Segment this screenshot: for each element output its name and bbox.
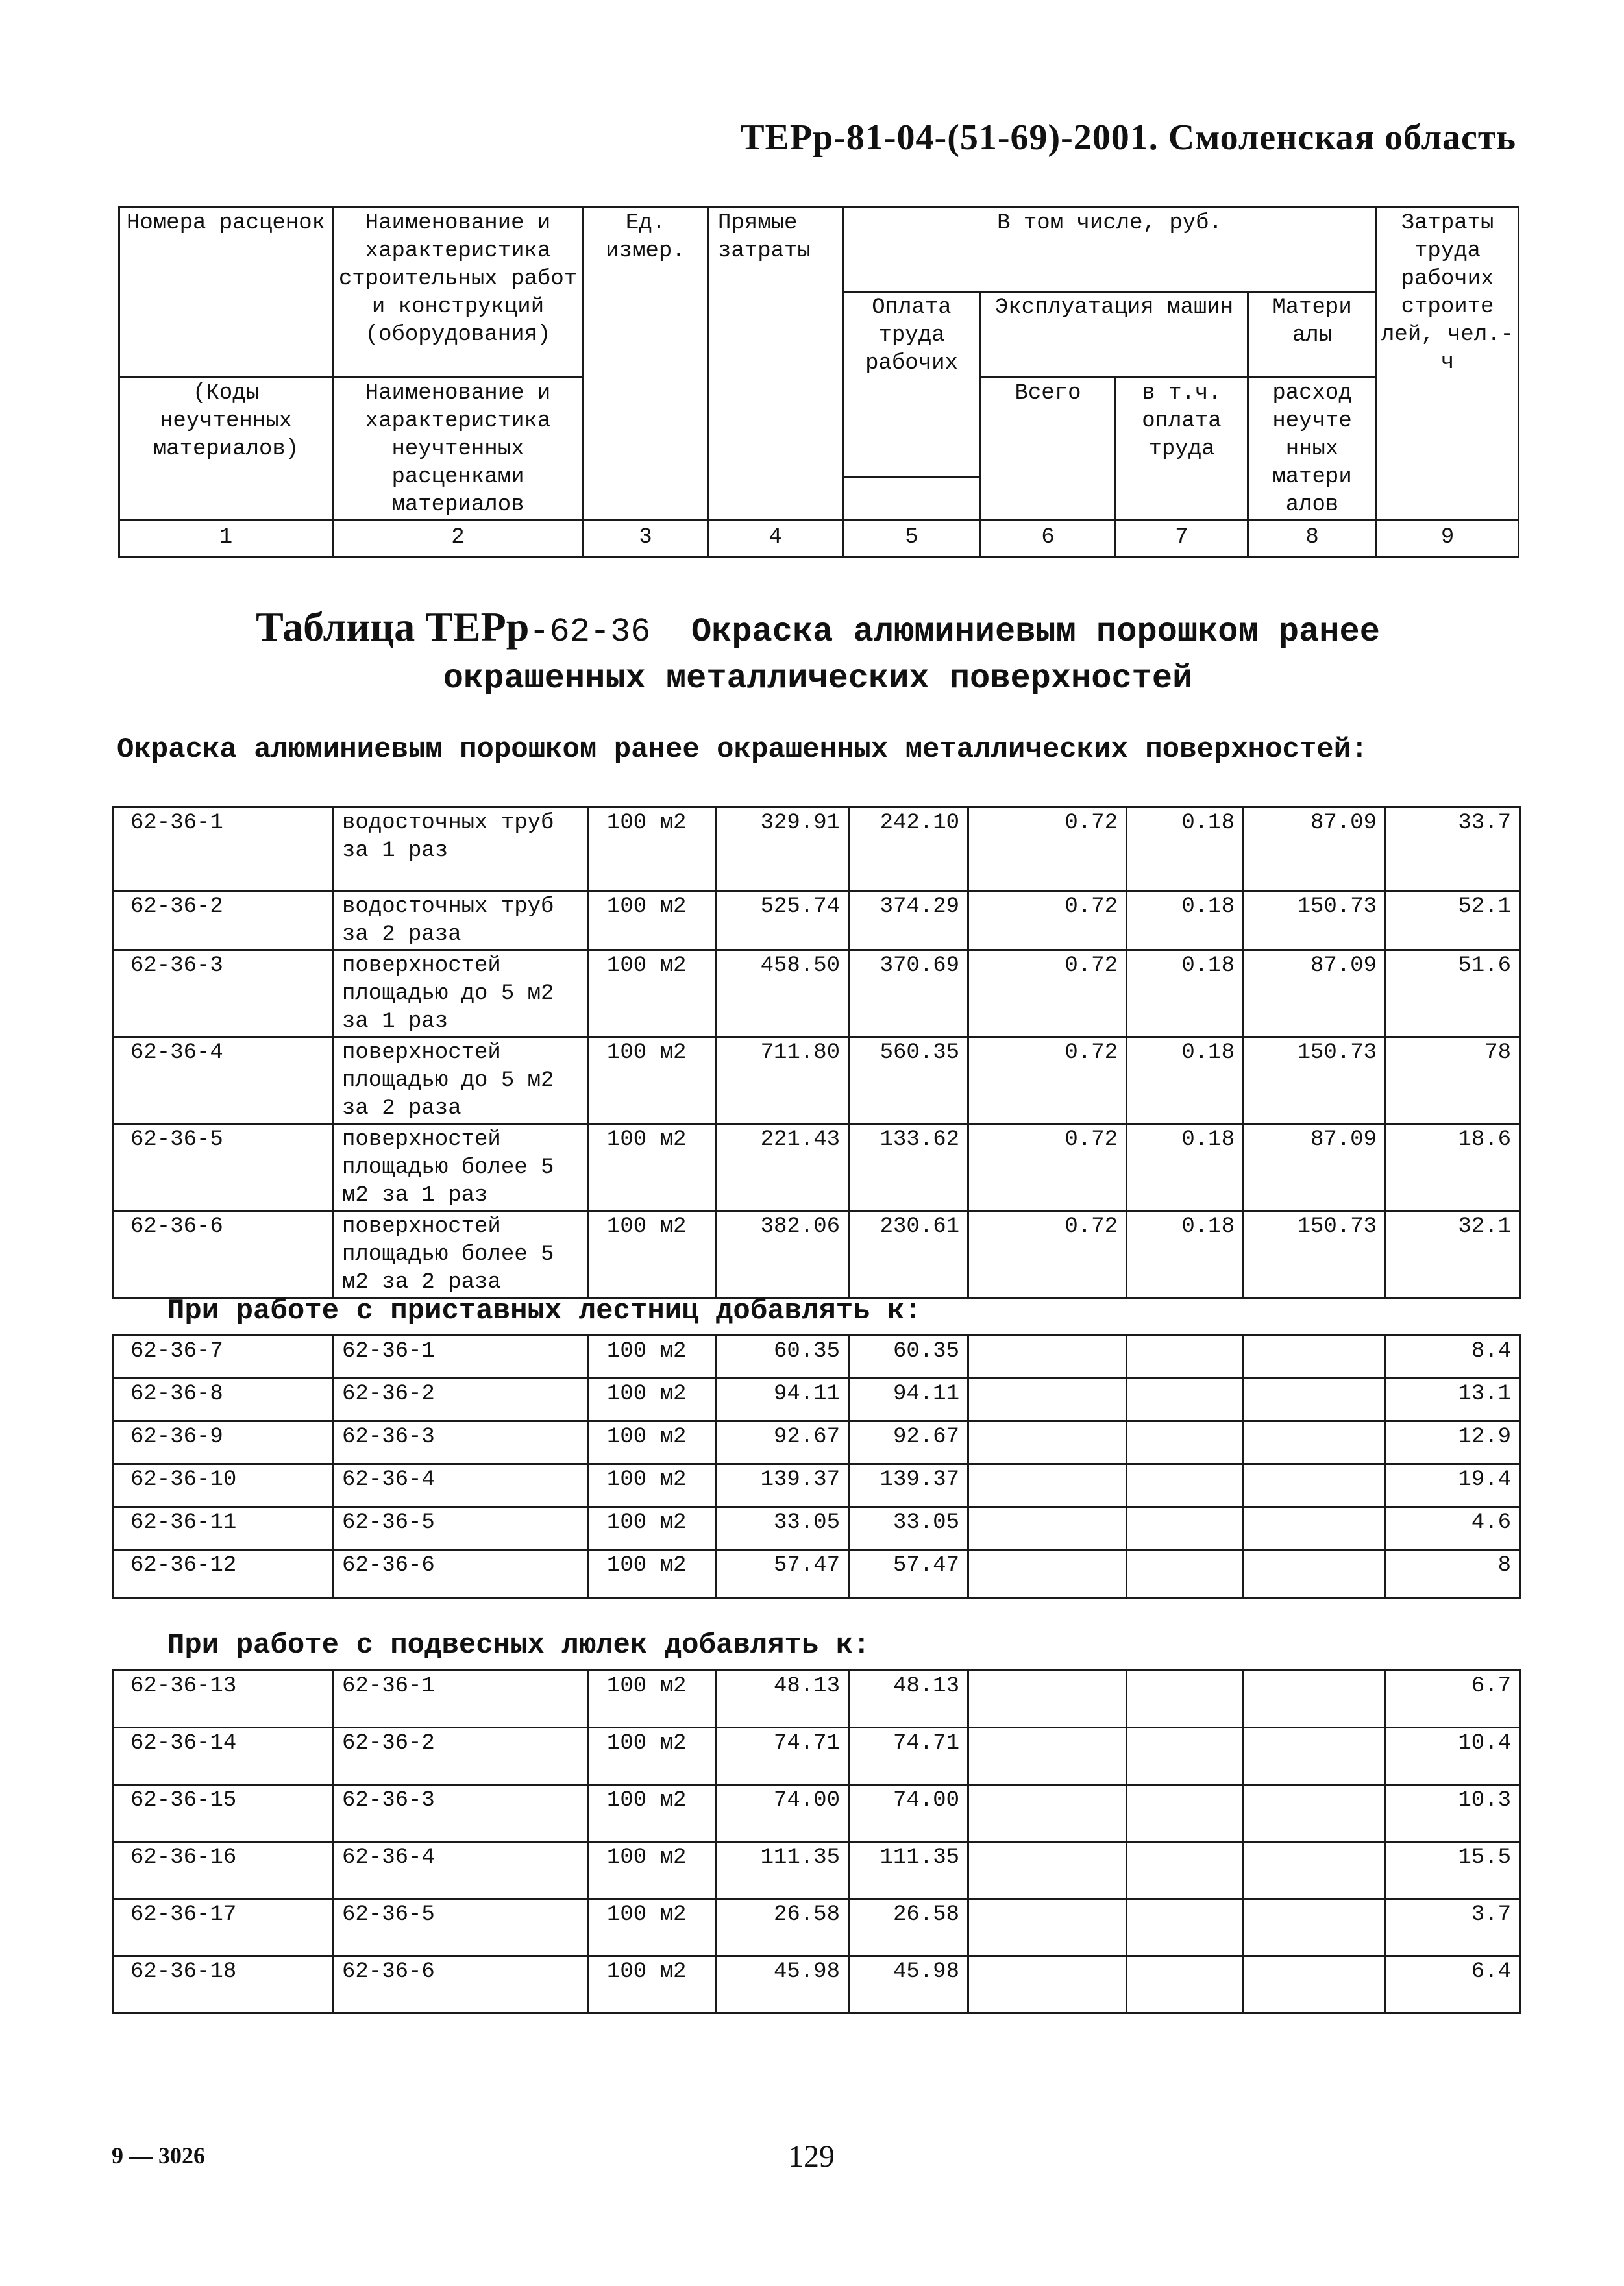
table-cell: 62-36-2: [113, 891, 334, 950]
table-cell: 100 м2: [588, 1421, 717, 1464]
table-cell: 62-36-14: [113, 1728, 334, 1785]
table-cell: 133.62: [849, 1124, 968, 1211]
table-row: [113, 1785, 1520, 1842]
table-cell: 52.1: [1386, 891, 1520, 950]
table-cell: 0.18: [1127, 1037, 1244, 1124]
col-number: 4: [708, 521, 843, 557]
table-cell: [968, 1464, 1127, 1507]
table-cell: [1244, 1336, 1386, 1379]
table-title-text-1: Окраска алюминиевым порошком ранее: [691, 613, 1380, 651]
table-cell: 94.11: [849, 1379, 968, 1421]
table-cell: [1244, 1671, 1386, 1728]
table-cell: 150.73: [1244, 1037, 1386, 1124]
table-cell: [1127, 1899, 1244, 1956]
table-cell: 62-36-16: [113, 1842, 334, 1899]
table-cell: 60.35: [717, 1336, 849, 1379]
table-row: [113, 1899, 1520, 1956]
table-cell: 62-36-3: [334, 1421, 588, 1464]
table-cell: 458.50: [717, 950, 849, 1037]
table-cell: 4.6: [1386, 1507, 1520, 1550]
table-cell: [1244, 1507, 1386, 1550]
table-title-lead: Таблица ТЕРр: [256, 604, 530, 650]
table-cell: 92.67: [849, 1421, 968, 1464]
table-cell: [968, 1956, 1127, 2013]
table-cell: 62-36-4: [334, 1464, 588, 1507]
table-row: [113, 1728, 1520, 1785]
table-cell: 62-36-5: [334, 1507, 588, 1550]
table-cell: [968, 1336, 1127, 1379]
col-header-codes-bottom: (Коды неучтенных материалов): [119, 378, 333, 521]
rates-table-cradles: [112, 1669, 1521, 2014]
table-cell: 62-36-17: [113, 1899, 334, 1956]
table-row: [113, 1671, 1520, 1728]
table-cell: 62-36-11: [113, 1507, 334, 1550]
col-number: 8: [1248, 521, 1377, 557]
col-header-including: В том числе, руб.: [843, 208, 1377, 292]
table-cell: [1127, 1421, 1244, 1464]
table-cell: 374.29: [849, 891, 968, 950]
table-cell: [1127, 1550, 1244, 1598]
col-header-codes: Номера расценок: [119, 208, 333, 378]
table-cell: [1244, 1550, 1386, 1598]
table-cell: [968, 1421, 1127, 1464]
rates-table-ladders: [112, 1334, 1521, 1599]
table-cell: 62-36-9: [113, 1421, 334, 1464]
table-cell: 100 м2: [588, 1785, 717, 1842]
table-cell: 26.58: [717, 1899, 849, 1956]
table-cell: [1127, 1842, 1244, 1899]
table-cell: [1127, 1671, 1244, 1728]
table-cell: 48.13: [849, 1671, 968, 1728]
table-cell: 45.98: [849, 1956, 968, 2013]
table-cell: 57.47: [717, 1550, 849, 1598]
table-cell: [1127, 1379, 1244, 1421]
table-row: [113, 891, 1520, 950]
table-cell: 242.10: [849, 807, 968, 891]
table-cell: 62-36-3: [334, 1785, 588, 1842]
table-cell: 13.1: [1386, 1379, 1520, 1421]
section-heading-main: Окраска алюминиевым порошком ранее окрашенных металлических поверхностей:: [117, 733, 1368, 766]
table-cell: 94.11: [717, 1379, 849, 1421]
table-cell: водосточных труб за 1 раз: [334, 807, 588, 891]
table-cell: 62-36-4: [113, 1037, 334, 1124]
footer-print-code: 9 — 3026: [112, 2143, 205, 2169]
table-title-text-2: окрашенных металлических поверхностей: [443, 659, 1193, 698]
table-cell: [1244, 1842, 1386, 1899]
table-cell: водосточных труб за 2 раза: [334, 891, 588, 950]
table-cell: 6.4: [1386, 1956, 1520, 2013]
table-title-code: -62-36: [529, 613, 651, 651]
table-cell: 100 м2: [588, 1550, 717, 1598]
table-cell: 92.67: [717, 1421, 849, 1464]
table-cell: 87.09: [1244, 807, 1386, 891]
table-cell: 78: [1386, 1037, 1520, 1124]
page-header: ТЕРр-81-04-(51-69)-2001. Смоленская область: [740, 117, 1516, 158]
table-cell: 230.61: [849, 1211, 968, 1298]
table-cell: 150.73: [1244, 891, 1386, 950]
col-header-pay: Оплата труда рабочих: [843, 292, 981, 478]
table-cell: 3.7: [1386, 1899, 1520, 1956]
table-cell: 51.6: [1386, 950, 1520, 1037]
table-cell: 8: [1386, 1550, 1520, 1598]
table-cell: 74.00: [717, 1785, 849, 1842]
table-cell: 87.09: [1244, 950, 1386, 1037]
table-cell: 62-36-2: [334, 1728, 588, 1785]
table-cell: 329.91: [717, 807, 849, 891]
table-cell: 12.9: [1386, 1421, 1520, 1464]
table-row: [113, 1550, 1520, 1598]
table-cell: 0.72: [968, 950, 1127, 1037]
table-cell: [1127, 1728, 1244, 1785]
table-cell: 74.71: [717, 1728, 849, 1785]
table-cell: 62-36-4: [334, 1842, 588, 1899]
table-title: [117, 604, 1519, 702]
table-row: [113, 1842, 1520, 1899]
table-cell: 150.73: [1244, 1211, 1386, 1298]
col-header-pay-spacer: [843, 478, 981, 521]
table-cell: 33.05: [717, 1507, 849, 1550]
table-cell: [1244, 1899, 1386, 1956]
table-cell: 0.18: [1127, 1124, 1244, 1211]
table-cell: 57.47: [849, 1550, 968, 1598]
col-header-machines: Эксплуатация машин: [981, 292, 1248, 378]
col-number: 7: [1116, 521, 1248, 557]
table-cell: [968, 1785, 1127, 1842]
col-number: 1: [119, 521, 333, 557]
table-cell: 0.18: [1127, 1211, 1244, 1298]
table-cell: 0.18: [1127, 950, 1244, 1037]
col-header-materials-usage: расход неучте нных матери алов: [1248, 378, 1377, 521]
table-cell: 62-36-5: [334, 1899, 588, 1956]
table-cell: 74.71: [849, 1728, 968, 1785]
table-cell: 100 м2: [588, 1728, 717, 1785]
col-number: 9: [1377, 521, 1519, 557]
table-cell: [968, 1550, 1127, 1598]
table-cell: 0.18: [1127, 891, 1244, 950]
table-cell: 382.06: [717, 1211, 849, 1298]
table-cell: поверхностей площадью более 5 м2 за 2 раза: [334, 1211, 588, 1298]
table-cell: [1244, 1421, 1386, 1464]
table-cell: 100 м2: [588, 1379, 717, 1421]
table-cell: [968, 1671, 1127, 1728]
rates-table-main: [112, 806, 1521, 1299]
table-cell: 62-36-2: [334, 1379, 588, 1421]
table-cell: 19.4: [1386, 1464, 1520, 1507]
table-cell: 0.72: [968, 807, 1127, 891]
table-cell: [1244, 1785, 1386, 1842]
table-row: [113, 1336, 1520, 1379]
table-cell: 525.74: [717, 891, 849, 950]
table-cell: [1244, 1728, 1386, 1785]
table-cell: поверхностей площадью более 5 м2 за 1 раз: [334, 1124, 588, 1211]
table-cell: 139.37: [849, 1464, 968, 1507]
table-cell: 26.58: [849, 1899, 968, 1956]
table-cell: 0.72: [968, 1211, 1127, 1298]
table-cell: 10.4: [1386, 1728, 1520, 1785]
table-row: [113, 1421, 1520, 1464]
column-header-table: [118, 206, 1519, 558]
table-row: [113, 1464, 1520, 1507]
table-cell: 100 м2: [588, 1124, 717, 1211]
table-cell: [1127, 1507, 1244, 1550]
table-cell: 100 м2: [588, 1336, 717, 1379]
table-cell: 62-36-6: [113, 1211, 334, 1298]
table-cell: 100 м2: [588, 1899, 717, 1956]
table-row: [113, 950, 1520, 1037]
col-header-machines-total: Всего: [981, 378, 1116, 521]
table-cell: [968, 1728, 1127, 1785]
table-cell: 100 м2: [588, 891, 717, 950]
table-cell: [1244, 1956, 1386, 2013]
table-cell: 62-36-7: [113, 1336, 334, 1379]
table-cell: 62-36-8: [113, 1379, 334, 1421]
table-cell: [968, 1899, 1127, 1956]
table-cell: 74.00: [849, 1785, 968, 1842]
table-cell: [1127, 1785, 1244, 1842]
table-cell: 100 м2: [588, 1037, 717, 1124]
table-cell: 100 м2: [588, 950, 717, 1037]
table-cell: 221.43: [717, 1124, 849, 1211]
table-cell: 32.1: [1386, 1211, 1520, 1298]
table-cell: поверхностей площадью до 5 м2 за 2 раза: [334, 1037, 588, 1124]
table-cell: 48.13: [717, 1671, 849, 1728]
table-cell: [968, 1842, 1127, 1899]
table-cell: 62-36-1: [113, 807, 334, 891]
table-cell: 0.72: [968, 891, 1127, 950]
col-header-direct: Прямые затраты: [708, 208, 843, 521]
table-cell: 33.7: [1386, 807, 1520, 891]
section-heading-ladders: При работе с приставных лестниц добавлять к:: [167, 1295, 922, 1327]
table-cell: 62-36-12: [113, 1550, 334, 1598]
section-heading-cradles: При работе с подвесных люлек добавлять к:: [167, 1629, 870, 1662]
table-cell: поверхностей площадью до 5 м2 за 1 раз: [334, 950, 588, 1037]
table-cell: 10.3: [1386, 1785, 1520, 1842]
table-cell: 6.7: [1386, 1671, 1520, 1728]
table-cell: 62-36-3: [113, 950, 334, 1037]
table-cell: 100 м2: [588, 1671, 717, 1728]
col-header-name-bottom: Наименование и характеристика неучтенных расценками материалов: [333, 378, 584, 521]
col-number: 3: [584, 521, 708, 557]
table-cell: 711.80: [717, 1037, 849, 1124]
table-row: [113, 1124, 1520, 1211]
table-cell: 18.6: [1386, 1124, 1520, 1211]
table-cell: 33.05: [849, 1507, 968, 1550]
col-header-labor: Затраты труда рабочих строите лей, чел.-ч: [1377, 208, 1519, 521]
table-row: [113, 1211, 1520, 1298]
table-row: [113, 1956, 1520, 2013]
table-cell: [1127, 1336, 1244, 1379]
table-cell: 0.18: [1127, 807, 1244, 891]
table-cell: [968, 1379, 1127, 1421]
table-cell: 111.35: [717, 1842, 849, 1899]
table-cell: [1244, 1379, 1386, 1421]
table-cell: 100 м2: [588, 1464, 717, 1507]
table-cell: 15.5: [1386, 1842, 1520, 1899]
table-cell: 62-36-1: [334, 1336, 588, 1379]
table-cell: 111.35: [849, 1842, 968, 1899]
table-cell: 100 м2: [588, 1956, 717, 2013]
table-cell: 87.09: [1244, 1124, 1386, 1211]
col-header-machines-pay: в т.ч. оплата труда: [1116, 378, 1248, 521]
table-cell: 62-36-10: [113, 1464, 334, 1507]
table-cell: [968, 1507, 1127, 1550]
col-number: 5: [843, 521, 981, 557]
table-cell: 139.37: [717, 1464, 849, 1507]
col-header-unit: Ед. измер.: [584, 208, 708, 521]
table-cell: 100 м2: [588, 1211, 717, 1298]
table-cell: 100 м2: [588, 807, 717, 891]
table-cell: [1127, 1464, 1244, 1507]
col-number: 2: [333, 521, 584, 557]
page-number: 129: [788, 2139, 835, 2174]
table-cell: 370.69: [849, 950, 968, 1037]
table-cell: 62-36-6: [334, 1550, 588, 1598]
table-row: [113, 1379, 1520, 1421]
table-row: [113, 1037, 1520, 1124]
col-number: 6: [981, 521, 1116, 557]
table-cell: 0.72: [968, 1124, 1127, 1211]
table-row: [113, 807, 1520, 891]
col-header-name: Наименование и характеристика строительных работ и конструкций (оборудования): [333, 208, 584, 378]
col-header-materials: Матери алы: [1248, 292, 1377, 378]
table-cell: 100 м2: [588, 1507, 717, 1550]
table-cell: 0.72: [968, 1037, 1127, 1124]
table-cell: 8.4: [1386, 1336, 1520, 1379]
table-cell: 62-36-15: [113, 1785, 334, 1842]
table-cell: [1127, 1956, 1244, 2013]
table-cell: 100 м2: [588, 1842, 717, 1899]
table-cell: 60.35: [849, 1336, 968, 1379]
table-cell: 62-36-1: [334, 1671, 588, 1728]
table-cell: 62-36-5: [113, 1124, 334, 1211]
table-row: [113, 1507, 1520, 1550]
table-cell: [1244, 1464, 1386, 1507]
table-cell: 560.35: [849, 1037, 968, 1124]
table-cell: 62-36-13: [113, 1671, 334, 1728]
table-cell: 45.98: [717, 1956, 849, 2013]
table-cell: 62-36-6: [334, 1956, 588, 2013]
table-cell: 62-36-18: [113, 1956, 334, 2013]
